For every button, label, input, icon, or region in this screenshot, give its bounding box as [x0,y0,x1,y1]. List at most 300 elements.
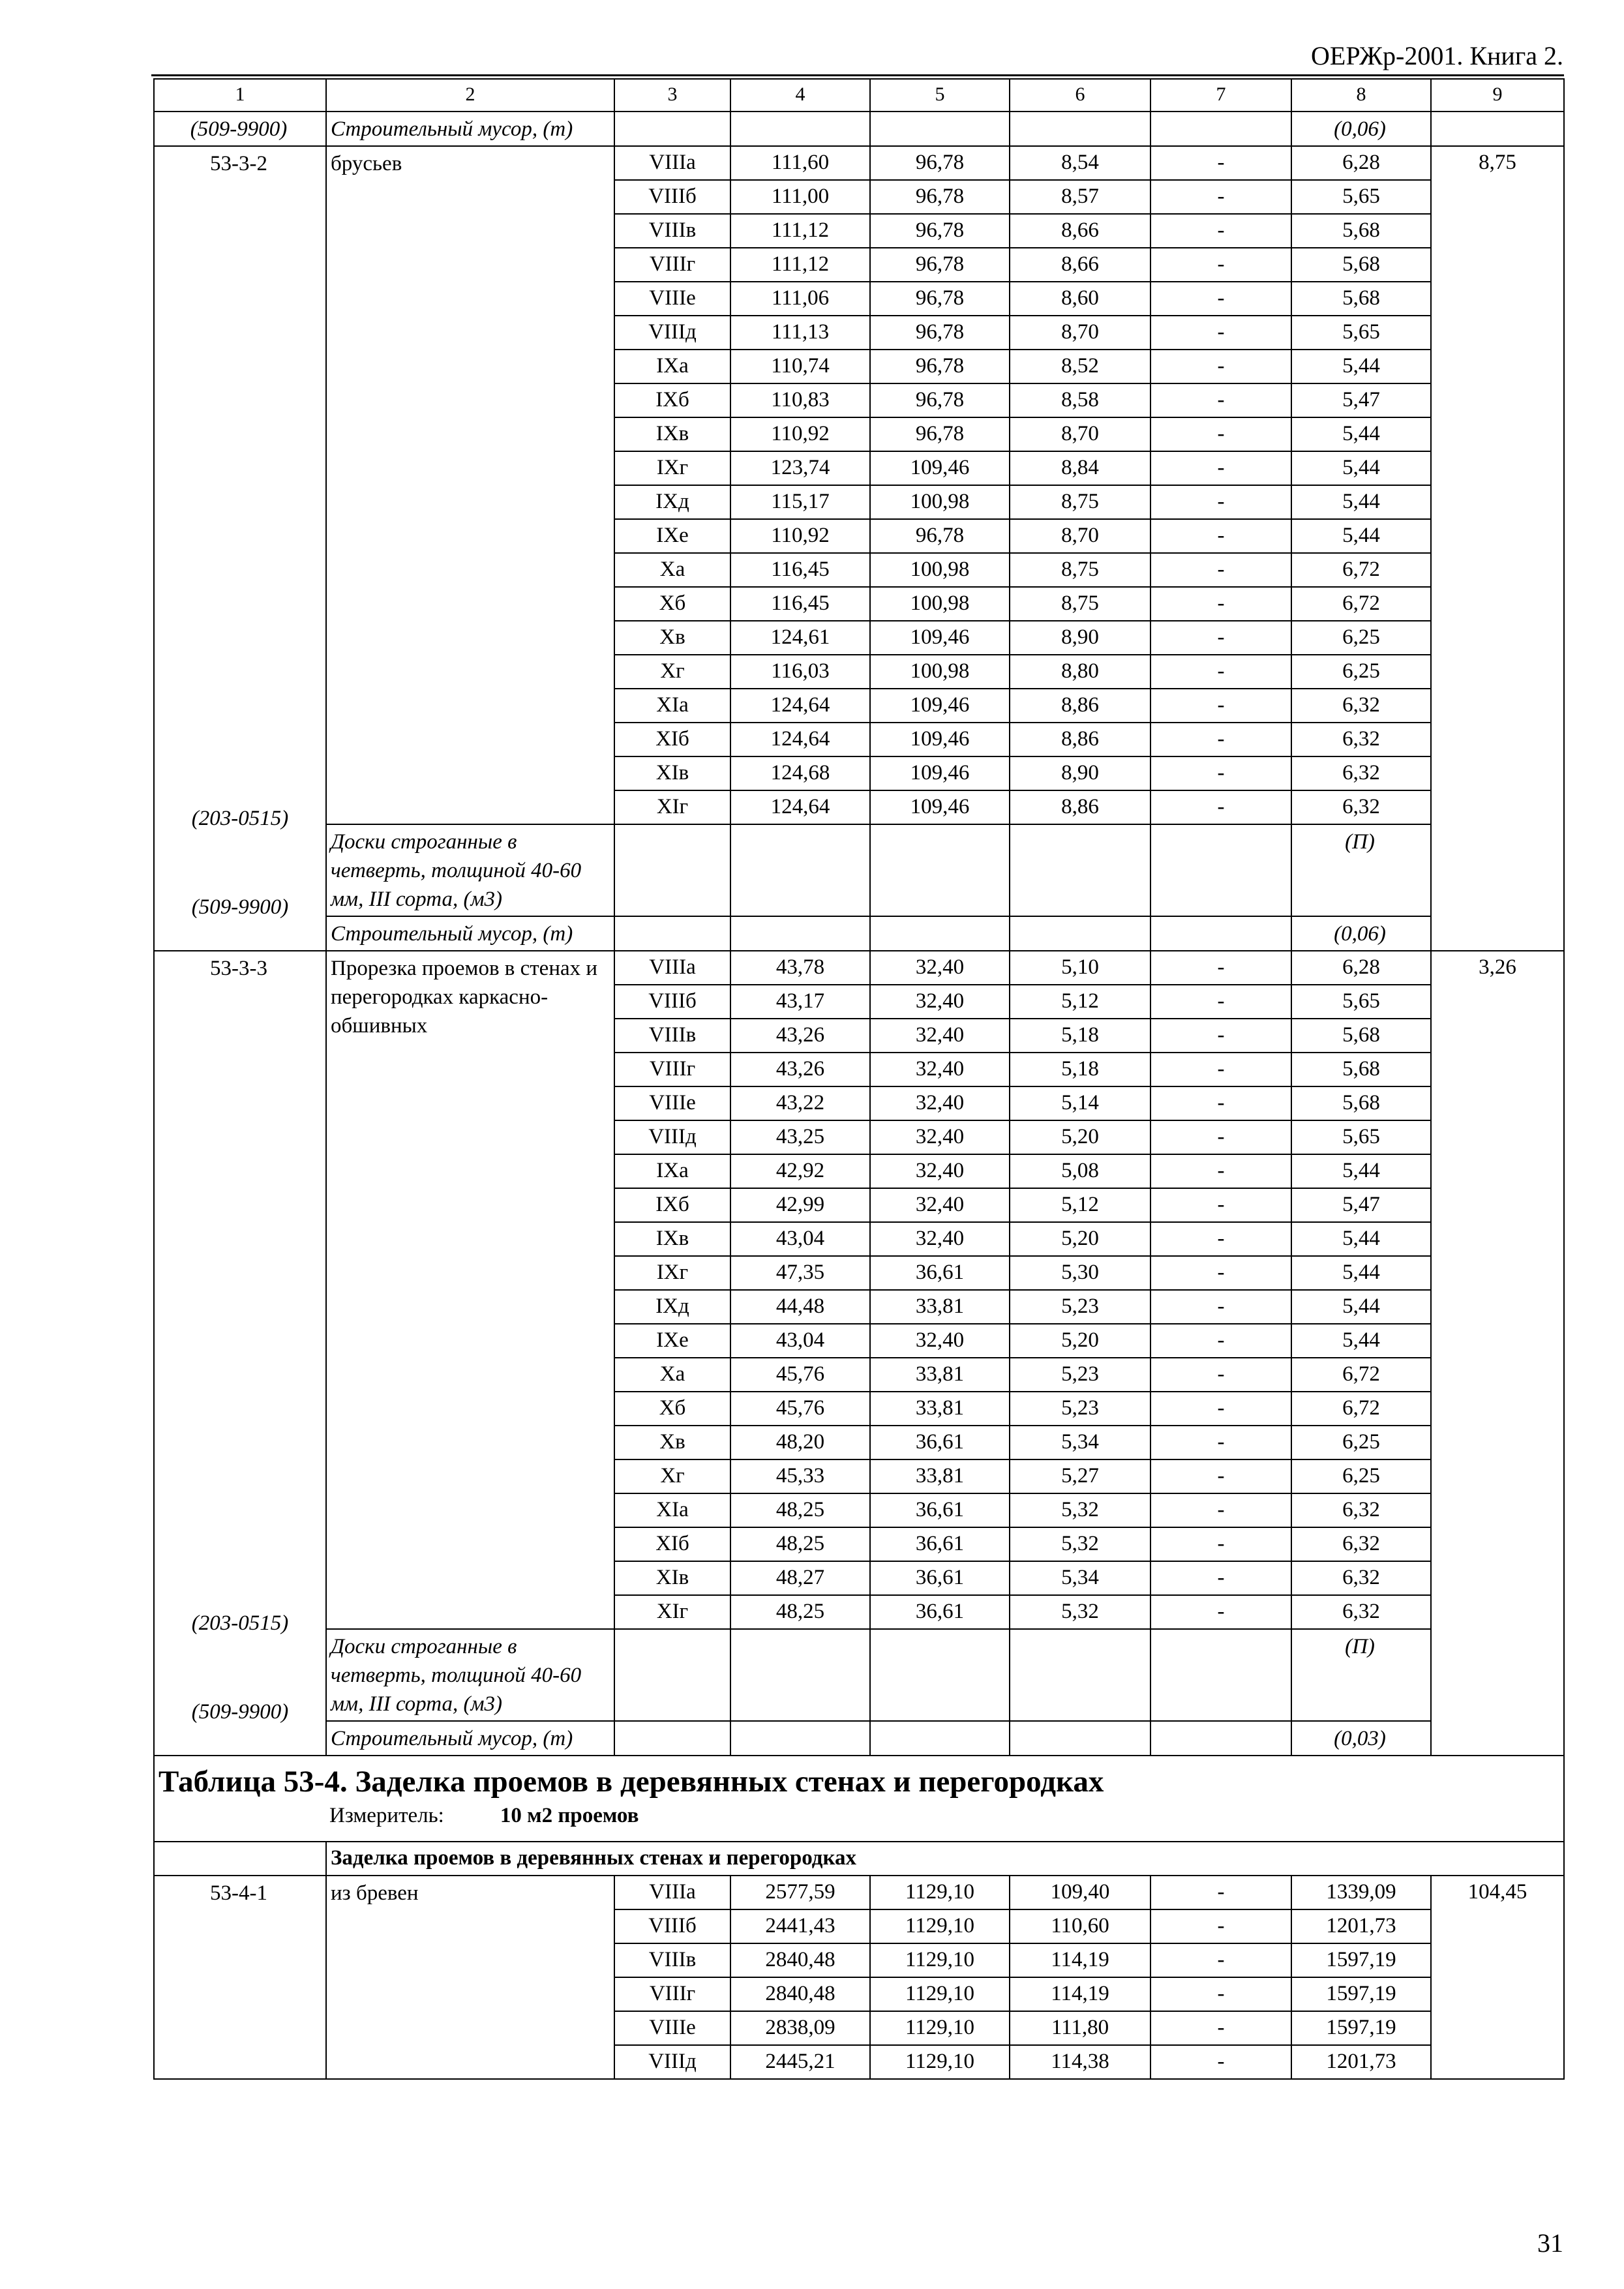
value-cell: 2445,21 [730,2045,870,2079]
value-cell: 5,18 [1010,1053,1150,1086]
value-cell: - [1150,1053,1291,1086]
value-cell: 124,64 [730,689,870,723]
value-cell: 6,32 [1291,1493,1431,1527]
value-cell: - [1150,2011,1291,2045]
value-cell: 96,78 [870,180,1010,214]
value-cell: 5,10 [1010,951,1150,985]
zone-cell: Xг [614,1459,730,1493]
value-cell: - [1150,383,1291,417]
resource-name-cell [326,824,614,916]
value-cell: 5,68 [1291,1019,1431,1053]
value-cell: 111,12 [730,248,870,282]
value-cell: 2838,09 [730,2011,870,2045]
rate-code-cell [154,951,326,1756]
value-cell: 6,28 [1291,951,1431,985]
value-cell: 111,60 [730,146,870,180]
value-cell: 8,70 [1010,519,1150,553]
value-cell: 5,23 [1010,1392,1150,1426]
value-cell: 5,65 [1291,985,1431,1019]
value-cell: 1339,09 [1291,1876,1431,1909]
value-cell: 115,17 [730,485,870,519]
value-cell: 47,35 [730,1256,870,1290]
value-cell: - [1150,519,1291,553]
value-cell: - [1150,180,1291,214]
value-cell: - [1150,790,1291,824]
value-cell: 5,08 [1010,1154,1150,1188]
value-cell: 5,27 [1010,1459,1150,1493]
zone-cell: IXа [614,350,730,383]
resource-quantity-cell [1291,824,1431,916]
column-number: 3 [614,79,730,112]
value-cell: 8,58 [1010,383,1150,417]
value-cell: - [1150,1943,1291,1977]
value-cell: - [1150,1019,1291,1053]
zone-cell: XIв [614,1561,730,1595]
zone-cell: Xв [614,621,730,655]
value-cell: 8,70 [1010,417,1150,451]
table-caption [154,1756,1564,1842]
value-cell: 5,44 [1291,1290,1431,1324]
value-cell: 8,54 [1010,146,1150,180]
zone-cell: Xб [614,1392,730,1426]
zone-cell: VIIIв [614,1019,730,1053]
resource-name-cell [326,1629,614,1721]
value-cell: 124,68 [730,756,870,790]
document-header-title: ОЕРЖр-2001. Книга 2. [1311,41,1563,70]
zone-cell: IXд [614,485,730,519]
value-cell: - [1150,316,1291,350]
value-cell: 42,92 [730,1154,870,1188]
value-cell: 1129,10 [870,2045,1010,2079]
zone-cell: XIв [614,756,730,790]
value-cell: 5,68 [1291,1086,1431,1120]
value-cell: 114,19 [1010,1977,1150,2011]
resource-quantity-cell [1291,1721,1431,1756]
zone-cell: IXб [614,383,730,417]
value-cell: 32,40 [870,1154,1010,1188]
value-cell: - [1150,1909,1291,1943]
value-cell: 5,65 [1291,316,1431,350]
resource-code: (509-9900) [191,1700,289,1724]
column-number: 1 [154,79,326,112]
value-cell: 96,78 [870,248,1010,282]
zone-cell: VIIIе [614,2011,730,2045]
value-cell: 5,14 [1010,1086,1150,1120]
value-cell: 96,78 [870,350,1010,383]
zone-cell: IXб [614,1188,730,1222]
value-cell: 116,45 [730,587,870,621]
value-cell: 1597,19 [1291,1977,1431,2011]
value-cell: 5,68 [1291,282,1431,316]
column-number: 7 [1150,79,1291,112]
value-cell: 5,44 [1291,350,1431,383]
value-cell: 2840,48 [730,1943,870,1977]
value-cell: 48,25 [730,1527,870,1561]
resource-quantity: (0,06) [1291,112,1431,146]
value-cell: 116,45 [730,553,870,587]
resource-quantity: (П) [1345,1635,1375,1658]
value-cell: 32,40 [870,1222,1010,1256]
rate-code: 53-4-1 [210,1881,267,1905]
value-cell: 43,04 [730,1222,870,1256]
value-cell: 5,44 [1291,451,1431,485]
value-cell: 100,98 [870,553,1010,587]
resource-row [154,916,1564,951]
page-number: 31 [1537,2228,1563,2258]
value-cell: 96,78 [870,282,1010,316]
zone-cell: IXд [614,1290,730,1324]
value-cell: 111,12 [730,214,870,248]
labor-cost-cell: 8,75 [1431,146,1564,951]
table-title: Таблица 53-4. Заделка проемов в деревянных стенах и перегородках [158,1765,1104,1799]
value-cell: 6,72 [1291,1358,1431,1392]
value-cell: 5,34 [1010,1426,1150,1459]
zone-cell: VIIIг [614,248,730,282]
value-cell: 36,61 [870,1493,1010,1527]
value-cell: - [1150,1527,1291,1561]
value-cell: 43,17 [730,985,870,1019]
header-rule [151,74,1564,76]
value-cell: 2577,59 [730,1876,870,1909]
column-number: 8 [1291,79,1431,112]
value-cell: - [1150,1290,1291,1324]
value-cell: 1129,10 [870,1977,1010,2011]
table-subtitle: Заделка проемов в деревянных стенах и перегородках [326,1842,1564,1876]
resource-row [154,1721,1564,1756]
value-cell: 6,32 [1291,1527,1431,1561]
resource-code: (509-9900) [191,895,289,919]
value-cell: - [1150,1358,1291,1392]
value-cell: 5,20 [1010,1222,1150,1256]
value-cell: - [1150,1154,1291,1188]
value-cell: 6,72 [1291,553,1431,587]
zone-cell: VIIIг [614,1053,730,1086]
value-cell: 32,40 [870,1053,1010,1086]
rate-row [154,951,1564,985]
value-cell: 5,47 [1291,1188,1431,1222]
zone-cell: IXе [614,1324,730,1358]
value-cell: 5,44 [1291,1222,1431,1256]
column-number: 2 [326,79,614,112]
rate-row [154,146,1564,180]
value-cell: - [1150,214,1291,248]
value-cell: 5,32 [1010,1493,1150,1527]
value-cell: 5,44 [1291,1256,1431,1290]
value-cell: 8,90 [1010,756,1150,790]
resource-codes [155,801,325,950]
value-cell: 8,90 [1010,621,1150,655]
value-cell: 36,61 [870,1256,1010,1290]
value-cell: 8,86 [1010,689,1150,723]
value-cell: - [1150,1222,1291,1256]
table-caption-row [154,1756,1564,1842]
value-cell: - [1150,587,1291,621]
value-cell: 6,72 [1291,1392,1431,1426]
value-cell: 6,32 [1291,1561,1431,1595]
value-cell: - [1150,1876,1291,1909]
value-cell: 5,20 [1010,1120,1150,1154]
zone-cell: VIIIе [614,282,730,316]
value-cell: - [1150,723,1291,756]
resource-quantity: (П) [1345,830,1375,854]
value-cell: 48,27 [730,1561,870,1595]
value-cell: 5,68 [1291,214,1431,248]
value-cell: 111,06 [730,282,870,316]
value-cell: - [1150,485,1291,519]
value-cell: 1201,73 [1291,2045,1431,2079]
rate-code-cell [154,146,326,951]
value-cell: 8,86 [1010,723,1150,756]
value-cell: - [1150,756,1291,790]
rates-table [153,78,1565,2080]
rate-name: Прорезка проемов в стенах и перегородках каркасно-обшивных [326,951,614,1629]
zone-cell: XIа [614,1493,730,1527]
value-cell: 33,81 [870,1392,1010,1426]
zone-cell: VIIIв [614,214,730,248]
value-cell: 5,47 [1291,383,1431,417]
zone-cell: Xг [614,655,730,689]
value-cell: 96,78 [870,519,1010,553]
value-cell: 42,99 [730,1188,870,1222]
value-cell: 5,18 [1010,1019,1150,1053]
value-cell: 109,46 [870,621,1010,655]
zone-cell: VIIIд [614,1120,730,1154]
resource-code: (203-0515) [191,1611,289,1635]
value-cell: 5,12 [1010,985,1150,1019]
value-cell: 2441,43 [730,1909,870,1943]
value-cell: - [1150,689,1291,723]
value-cell: 109,46 [870,756,1010,790]
continuation-resource-row [154,112,1564,146]
value-cell: 1129,10 [870,1876,1010,1909]
zone-cell: XIг [614,790,730,824]
resource-name: Доски строганные в четверть, толщиной 40-60 мм, III сорта, (м3) [331,830,582,911]
resource-name-cell [326,1721,614,1756]
value-cell: 109,46 [870,689,1010,723]
zone-cell: VIIIб [614,985,730,1019]
value-cell: 45,76 [730,1358,870,1392]
value-cell: 124,64 [730,723,870,756]
zone-cell: XIб [614,1527,730,1561]
measure-value: 10 м2 проемов [500,1804,639,1827]
value-cell: - [1150,621,1291,655]
value-cell: 48,25 [730,1493,870,1527]
value-cell: 36,61 [870,1527,1010,1561]
value-cell: 124,61 [730,621,870,655]
measure-line [158,1799,1559,1832]
value-cell: 33,81 [870,1290,1010,1324]
value-cell: 111,00 [730,180,870,214]
value-cell: 5,32 [1010,1527,1150,1561]
value-cell: 1129,10 [870,1909,1010,1943]
column-number: 5 [870,79,1010,112]
zone-cell: Xа [614,1358,730,1392]
value-cell: 5,34 [1010,1561,1150,1595]
value-cell: 5,20 [1010,1324,1150,1358]
value-cell: 43,78 [730,951,870,985]
value-cell: 32,40 [870,1188,1010,1222]
value-cell: - [1150,553,1291,587]
value-cell: - [1150,1977,1291,2011]
value-cell: 8,52 [1010,350,1150,383]
value-cell: - [1150,146,1291,180]
value-cell: 96,78 [870,316,1010,350]
value-cell: 5,44 [1291,519,1431,553]
value-cell: 8,70 [1010,316,1150,350]
value-cell: 114,19 [1010,1943,1150,1977]
subtitle-row [154,1842,1564,1876]
column-number: 9 [1431,79,1564,112]
value-cell: 6,25 [1291,1426,1431,1459]
measure-label: Измеритель: [329,1804,444,1827]
zone-cell: VIIIб [614,1909,730,1943]
value-cell: - [1150,1188,1291,1222]
value-cell: - [1150,1595,1291,1629]
value-cell: 43,25 [730,1120,870,1154]
value-cell: 110,60 [1010,1909,1150,1943]
value-cell: 96,78 [870,214,1010,248]
value-cell: 5,44 [1291,485,1431,519]
zone-cell: VIIIд [614,316,730,350]
resource-row [154,824,1564,916]
value-cell: - [1150,1493,1291,1527]
value-cell: 96,78 [870,146,1010,180]
value-cell: 2840,48 [730,1977,870,2011]
value-cell: - [1150,1086,1291,1120]
zone-cell: VIIIа [614,951,730,985]
value-cell: 5,68 [1291,248,1431,282]
value-cell: 5,30 [1010,1256,1150,1290]
zone-cell: VIIIд [614,2045,730,2079]
value-cell: 5,23 [1010,1358,1150,1392]
rate-code: 53-3-2 [210,152,267,175]
resource-name: Строительный мусор, (т) [331,1727,573,1750]
zone-cell: IXа [614,1154,730,1188]
column-number-row [154,79,1564,112]
resource-code: (509-9900) [154,112,326,146]
value-cell: 96,78 [870,383,1010,417]
value-cell: 36,61 [870,1595,1010,1629]
value-cell: - [1150,1120,1291,1154]
zone-cell: VIIIа [614,146,730,180]
value-cell: 109,46 [870,723,1010,756]
value-cell: 32,40 [870,951,1010,985]
resource-name: Строительный мусор, (т) [331,922,573,946]
value-cell: 6,32 [1291,756,1431,790]
rate-name: брусьев [326,146,614,824]
value-cell: - [1150,1426,1291,1459]
value-cell: 111,13 [730,316,870,350]
zone-cell: VIIIв [614,1943,730,1977]
value-cell: 6,72 [1291,587,1431,621]
value-cell: 6,32 [1291,1595,1431,1629]
rate-code-cell [154,1876,326,2079]
value-cell: 6,32 [1291,723,1431,756]
value-cell: - [1150,1324,1291,1358]
value-cell: 8,75 [1010,587,1150,621]
value-cell: 1129,10 [870,1943,1010,1977]
value-cell: 43,26 [730,1019,870,1053]
value-cell: 45,33 [730,1459,870,1493]
value-cell: 36,61 [870,1426,1010,1459]
value-cell: 32,40 [870,1019,1010,1053]
zone-cell: IXг [614,451,730,485]
resource-row [154,1629,1564,1721]
value-cell: 5,65 [1291,1120,1431,1154]
value-cell: 6,32 [1291,689,1431,723]
value-cell: 100,98 [870,655,1010,689]
value-cell: 110,92 [730,417,870,451]
value-cell: - [1150,248,1291,282]
value-cell: 32,40 [870,1086,1010,1120]
resource-quantity: (0,03) [1334,1727,1386,1750]
zone-cell: Xв [614,1426,730,1459]
zone-cell: IXв [614,417,730,451]
column-number: 4 [730,79,870,112]
zone-cell: VIIIг [614,1977,730,2011]
value-cell: 5,44 [1291,417,1431,451]
resource-quantity-cell [1291,1629,1431,1721]
zone-cell: VIIIа [614,1876,730,1909]
zone-cell: VIIIб [614,180,730,214]
value-cell: 43,22 [730,1086,870,1120]
zone-cell: XIа [614,689,730,723]
value-cell: 100,98 [870,587,1010,621]
value-cell: 110,83 [730,383,870,417]
value-cell: 1201,73 [1291,1909,1431,1943]
value-cell: 110,92 [730,519,870,553]
value-cell: 123,74 [730,451,870,485]
value-cell: - [1150,282,1291,316]
value-cell: 8,57 [1010,180,1150,214]
zone-cell: XIг [614,1595,730,1629]
value-cell: 5,12 [1010,1188,1150,1222]
resource-code: (203-0515) [191,807,289,830]
value-cell: 48,20 [730,1426,870,1459]
value-cell: - [1150,655,1291,689]
value-cell: 6,25 [1291,655,1431,689]
zone-cell: IXе [614,519,730,553]
value-cell: - [1150,350,1291,383]
value-cell: 6,28 [1291,146,1431,180]
value-cell: 114,38 [1010,2045,1150,2079]
value-cell: 45,76 [730,1392,870,1426]
value-cell: - [1150,451,1291,485]
value-cell: - [1150,1459,1291,1493]
value-cell: 8,66 [1010,248,1150,282]
value-cell: - [1150,1561,1291,1595]
value-cell: 96,78 [870,417,1010,451]
value-cell: 116,03 [730,655,870,689]
value-cell: 109,46 [870,790,1010,824]
value-cell: - [1150,985,1291,1019]
value-cell: 36,61 [870,1561,1010,1595]
resource-quantity-cell [1291,916,1431,951]
value-cell: 8,84 [1010,451,1150,485]
value-cell: 1129,10 [870,2011,1010,2045]
value-cell: 6,25 [1291,621,1431,655]
value-cell: 8,80 [1010,655,1150,689]
zone-cell: VIIIе [614,1086,730,1120]
value-cell: - [1150,2045,1291,2079]
value-cell: 1597,19 [1291,1943,1431,1977]
value-cell: - [1150,951,1291,985]
value-cell: 111,80 [1010,2011,1150,2045]
value-cell: 32,40 [870,1324,1010,1358]
zone-cell: IXв [614,1222,730,1256]
rate-code: 53-3-3 [210,957,267,980]
zone-cell: XIб [614,723,730,756]
